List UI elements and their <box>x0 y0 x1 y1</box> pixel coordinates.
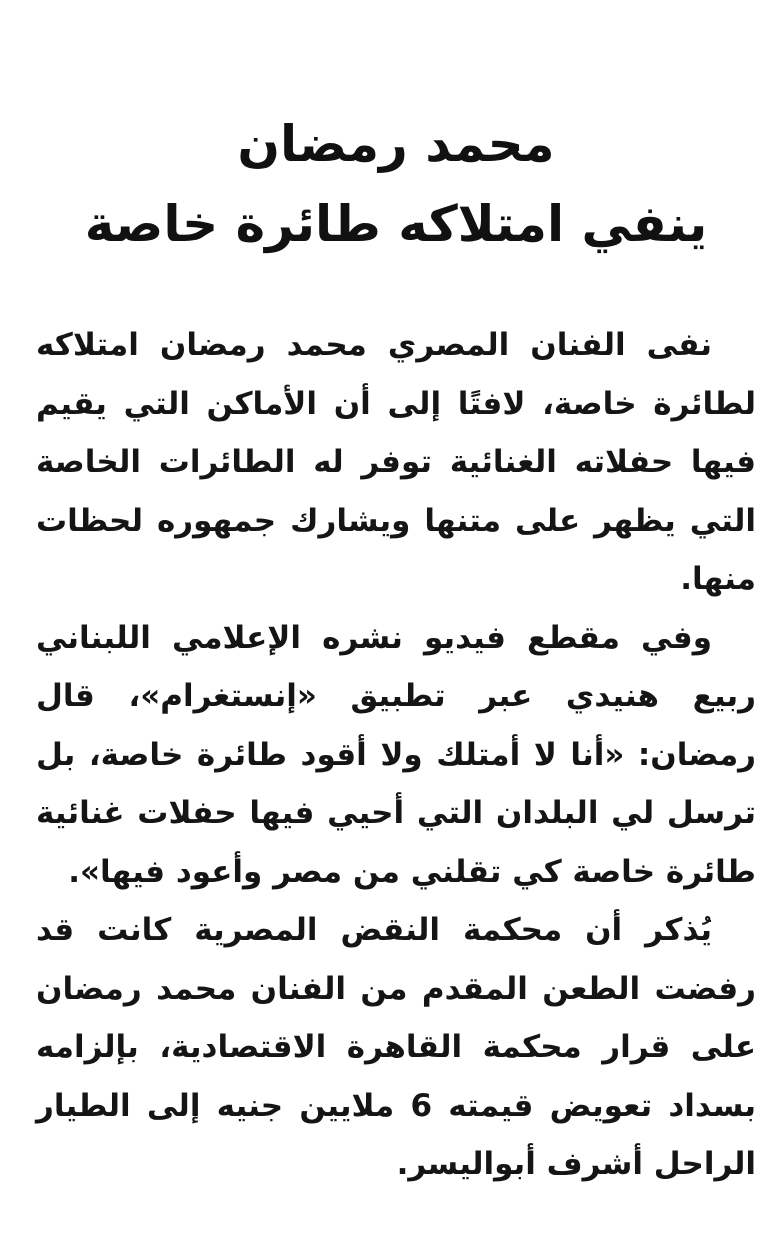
article-body <box>36 316 756 1194</box>
body-paragraph-2: وفي مقطع فيديو نشره الإعلامي اللبناني ربيع هنيدي عبر تطبيق «إنستغرام»، قال رمضان: «أنا لا أمتلك ولا أقود طائرة خاصة، بل ترسل لي البلدان التي أحيي فيها حفلات غنائية طائرة خاصة كي تقلني من مصر وأعود فيها». <box>36 619 756 890</box>
article-headline <box>36 0 756 264</box>
headline-line-2: ينفي امتلاكه طائرة خاصة <box>84 195 708 253</box>
body-paragraph-1: نفى الفنان المصري محمد رمضان امتلاكه لطائرة خاصة، لافتًا إلى أن الأماكن التي يقيم فيها حفلاته الغنائية توفر له الطائرات الخاصة التي يظهر على متنها ويشارك جمهوره لحظات منها. <box>36 327 756 597</box>
body-paragraph-3: يُذكر أن محكمة النقض المصرية كانت قد رفضت الطعن المقدم من الفنان محمد رمضان على قرار محكمة القاهرة الاقتصادية، بإلزامه بسداد تعويض قيمته 6 ملايين جنيه إلى الطيار الراحل أشرف أبواليسر. <box>36 912 757 1182</box>
headline-line-1: محمد رمضان <box>237 115 555 173</box>
news-article <box>36 0 756 1243</box>
